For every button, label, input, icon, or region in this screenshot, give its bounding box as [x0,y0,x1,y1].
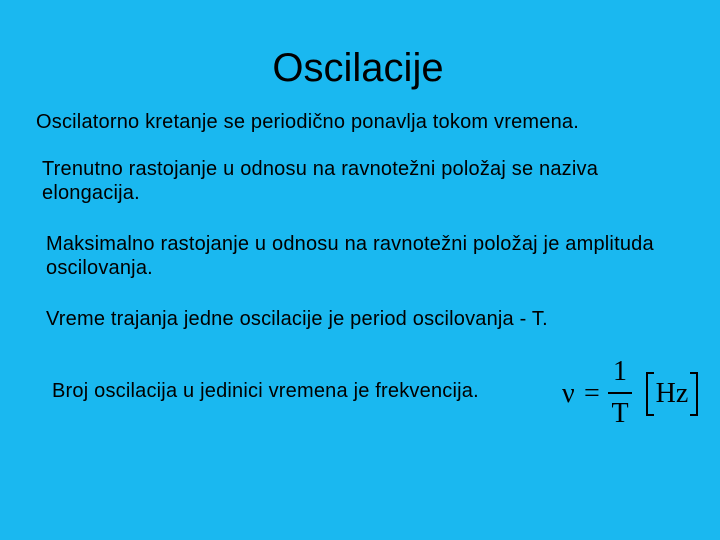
paragraph-amplitude: Maksimalno rastojanje u odnosu na ravnotežni položaj je amplituda oscilovanja. [46,233,654,279]
formula-numerator: 1 [613,356,627,387]
unit-bracket-right [690,372,698,416]
formula-symbol: ν [562,378,575,409]
formula-equals: = [584,378,600,409]
paragraph-period: Vreme trajanja jedne oscilacije je period oscilovanja - T. [46,308,548,330]
paragraph-elongation: Trenutno rastojanje u odnosu na ravnotežni položaj se naziva elongacija. [42,158,599,204]
formula-unit: Hz [655,378,689,409]
fraction-bar [608,392,632,394]
formula-denominator: T [611,398,629,429]
paragraph-frequency: Broj oscilacija u jedinici vremena je frekvencija. [52,380,479,402]
paragraph-oscillatory-motion: Oscilatorno kretanje se periodično ponavlja tokom vremena. [36,111,579,133]
slide-title: Oscilacije [272,46,444,90]
frequency-formula [560,356,706,432]
unit-bracket-left [646,372,654,416]
